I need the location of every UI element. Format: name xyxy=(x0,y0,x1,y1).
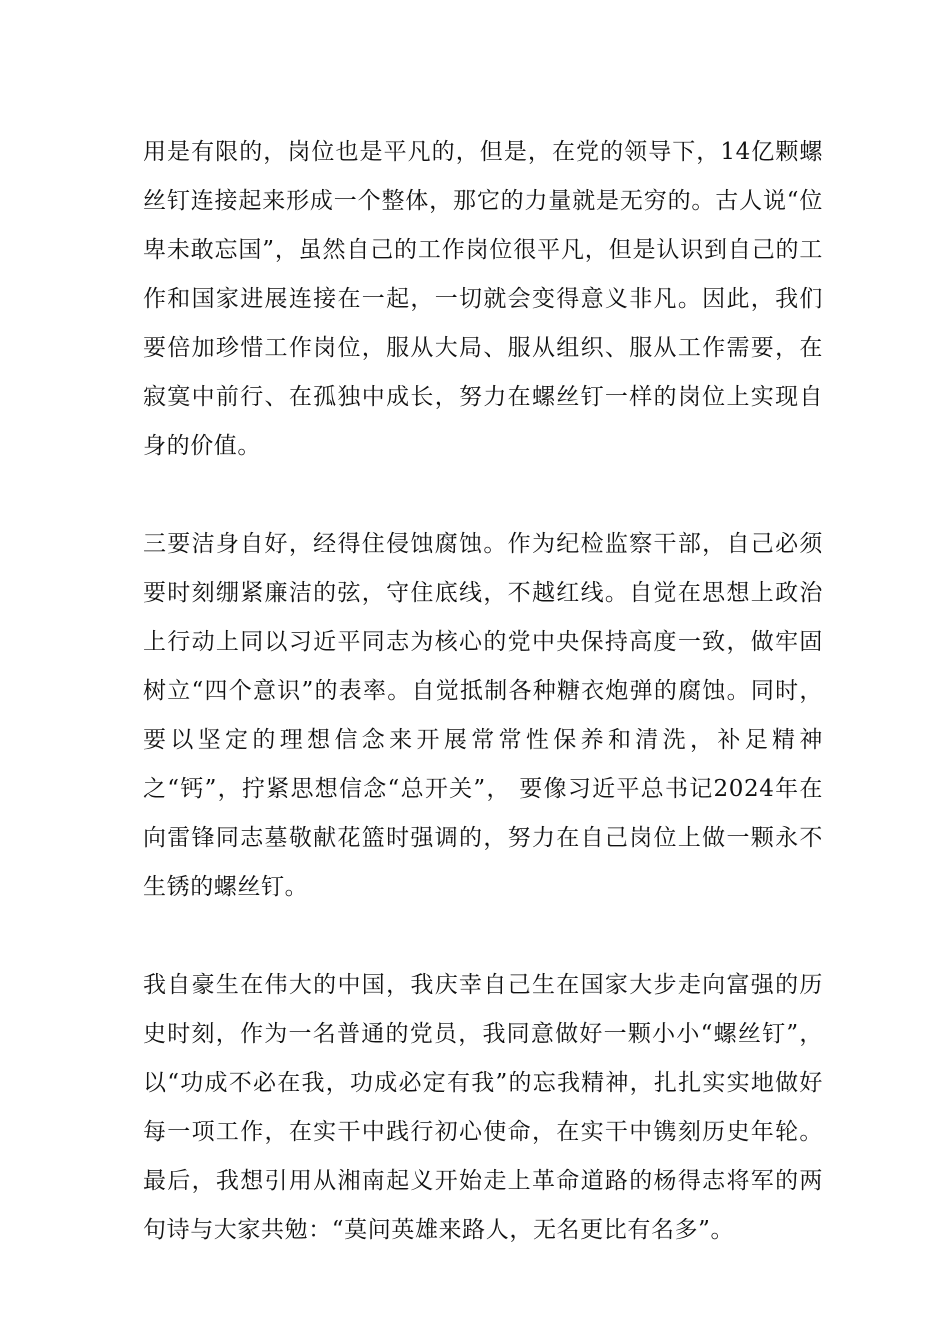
paragraph-1: 用是有限的，岗位也是平凡的，但是，在党的领导下，14亿颗螺丝钉连接起来形成一个整体，那它的力量就是无穷的。古人说“位卑未敢忘国”，虽然自己的工作岗位很平凡，但是认识到自己的工作和国家进展连接在一起，一切就会变得意义非凡。因此，我们要倍加珍惜工作岗位，服从大局、服从组织、服从工作需要，在寂寞中前行、在孤独中成长，努力在螺丝钉一样的岗位上实现自身的价值。 xyxy=(143,139,823,459)
paragraph-3: 我自豪生在伟大的中国，我庆幸自己生在国家大步走向富强的历史时刻，作为一名普通的党员，我同意做好一颗小小“螺丝钉”，以“功成不必在我，功成必定有我”的忘我精神，扎扎实实地做好每一项工作，在实干中践行初心使命，在实干中镌刻历史年轮。最后，我想引用从湘南起义开始走上革命道路的杨得志将军的两句诗与大家共勉：“莫问英雄来路人，无名更比有名多”。 xyxy=(143,972,823,1243)
document-body xyxy=(143,128,823,1255)
paragraph-2: 三要洁身自好，经得住侵蚀腐蚀。作为纪检监察干部，自己必须要时刻绷紧廉洁的弦，守住底线，不越红线。自觉在思想上政治上行动上同以习近平同志为核心的党中央保持高度一致，做牢固树立“四个意识”的表率。自觉抵制各种糖衣炮弹的腐蚀。同时，要以坚定的理想信念来开展常常性保养和清洗，补足精神之“钙”，拧紧思想信念“总开关”， 要像习近平总书记2024年在向雷锋同志墓敬献花篮时强调的，努力在自己岗位上做一颗永不生锈的螺丝钉。 xyxy=(143,531,823,900)
